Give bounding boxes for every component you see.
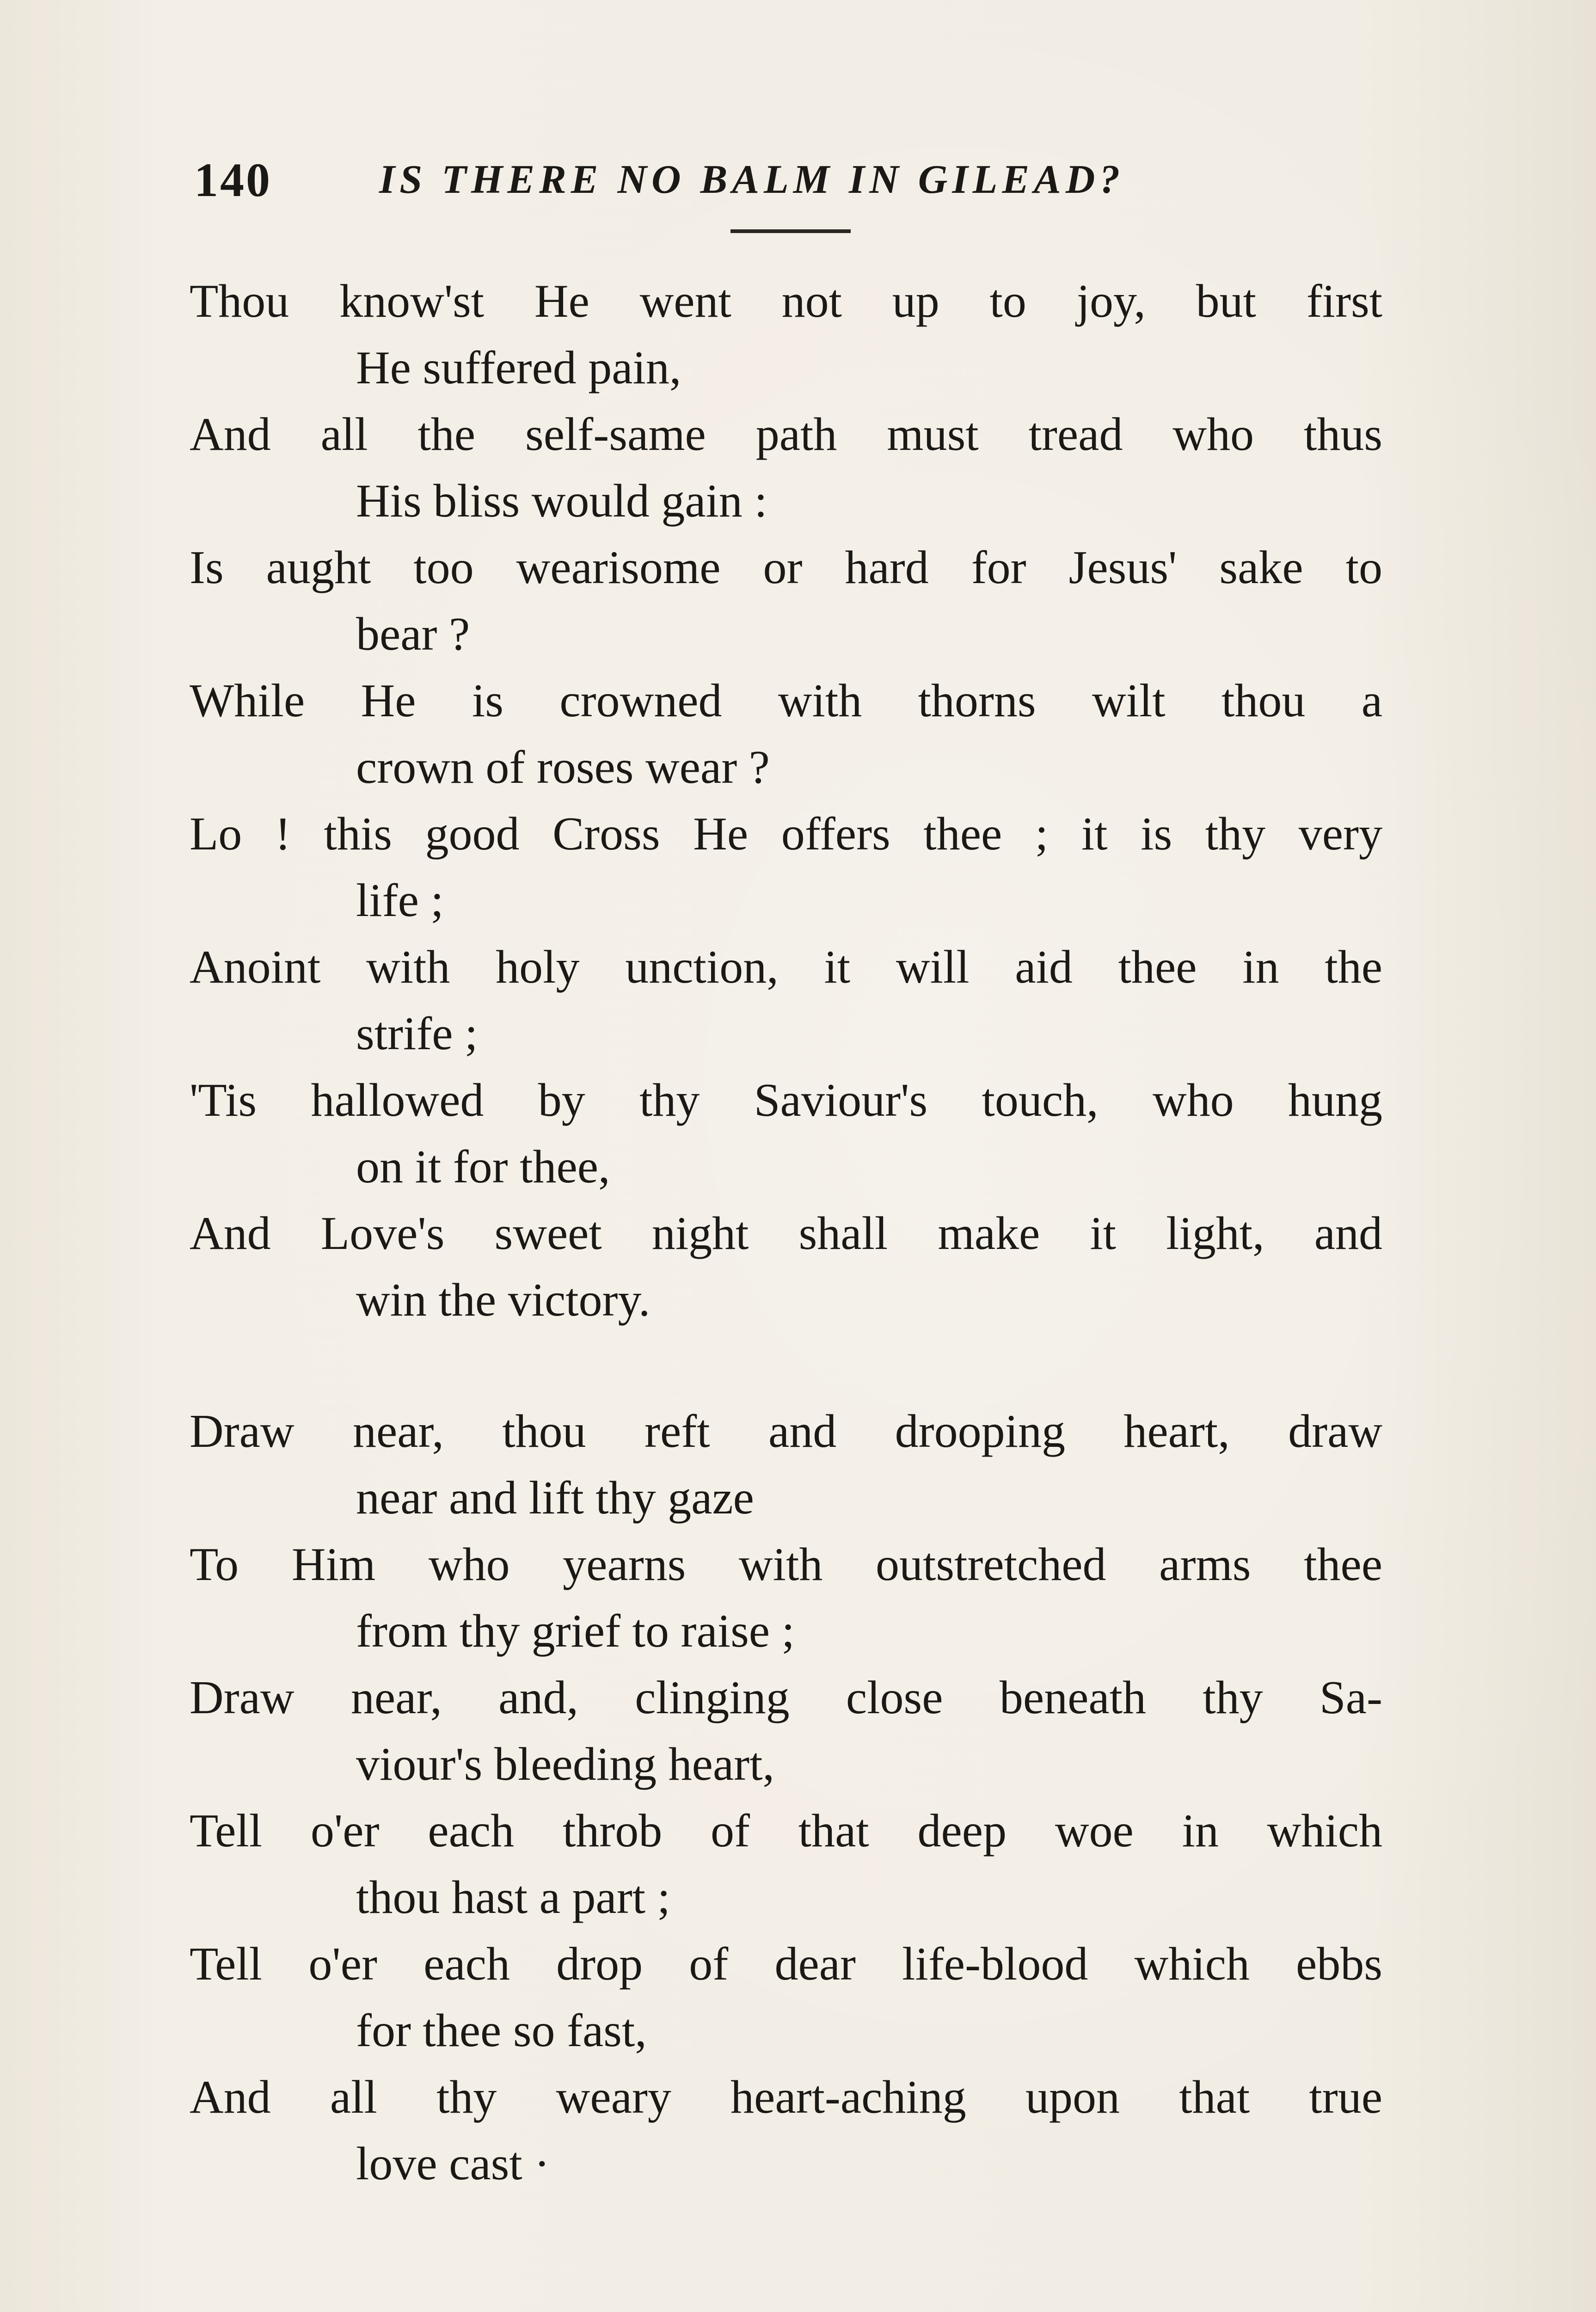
- verse-line: [190, 1067, 1392, 1200]
- verse-line-first: Draw near, and, clinging close beneath thy Sa-: [190, 1672, 1382, 1724]
- verse-line-continuation: love cast ·: [356, 2138, 550, 2190]
- verse-line: [190, 1200, 1392, 1334]
- verse-line: [190, 1931, 1392, 2064]
- verse-line-continuation: win the victory.: [356, 1274, 651, 1326]
- page-header: [194, 148, 1387, 217]
- verse-line: [190, 401, 1392, 535]
- verse-line-continuation: viour's bleeding heart,: [356, 1738, 774, 1790]
- verse-line-continuation: for thee so fast,: [356, 2005, 647, 2057]
- verse-line-continuation: thou hast a part ;: [356, 1871, 670, 1924]
- stanza-1: [190, 268, 1392, 1334]
- verse-line: [190, 268, 1392, 401]
- verse-line-first: Anoint with holy unction, it will aid thee in the: [190, 941, 1382, 993]
- verse-line-continuation: His bliss would gain :: [356, 475, 767, 527]
- stanza-2: [190, 1398, 1392, 2197]
- running-title: IS THERE NO BALM IN GILEAD?: [379, 157, 1125, 202]
- verse-line: [190, 1531, 1392, 1665]
- verse-line: [190, 668, 1392, 801]
- verse-line-continuation: life ;: [356, 874, 444, 927]
- verse-line: [190, 1665, 1392, 1798]
- verse-line: [190, 535, 1392, 668]
- verse-line: [190, 934, 1392, 1067]
- verse-line-continuation: strife ;: [356, 1008, 478, 1060]
- verse-line: [190, 2064, 1392, 2197]
- verse-line-first: Thou know'st He went not up to joy, but first: [190, 275, 1382, 327]
- verse-line-first: Lo ! this good Cross He offers thee ; it is thy very: [190, 808, 1382, 860]
- verse-line: [190, 1798, 1392, 1931]
- verse-line: [190, 801, 1392, 934]
- verse-line-continuation: bear ?: [356, 608, 470, 660]
- verse-line-first: And all thy weary heart-aching upon that true: [190, 2071, 1382, 2123]
- header-rule: [730, 229, 851, 233]
- verse-line-continuation: near and lift thy gaze: [356, 1472, 754, 1524]
- verse-line-first: While He is crowned with thorns wilt thou a: [190, 675, 1382, 727]
- verse-line-first: Tell o'er each throb of that deep woe in which: [190, 1805, 1382, 1857]
- verse-line-first: Draw near, thou reft and drooping heart, draw: [190, 1405, 1382, 1457]
- page-number: 140: [194, 154, 272, 207]
- verse-line-continuation: on it for thee,: [356, 1141, 610, 1193]
- verse-line-first: Is aught too wearisome or hard for Jesus' sake to: [190, 541, 1382, 594]
- verse-line-first: To Him who yearns with outstretched arms thee: [190, 1538, 1382, 1591]
- verse-line-first: Tell o'er each drop of dear life-blood which ebbs: [190, 1938, 1382, 1990]
- verse-line-continuation: from thy grief to raise ;: [356, 1605, 795, 1657]
- verse-line-first: 'Tis hallowed by thy Saviour's touch, who hung: [190, 1074, 1382, 1126]
- verse-line-continuation: He suffered pain,: [356, 342, 681, 394]
- verse-line-first: And Love's sweet night shall make it light, and: [190, 1207, 1382, 1260]
- verse-line: [190, 1398, 1392, 1531]
- verse-line-first: And all the self-same path must tread who thus: [190, 408, 1382, 461]
- verse-line-continuation: crown of roses wear ?: [356, 741, 770, 793]
- poem-body: [190, 268, 1392, 2197]
